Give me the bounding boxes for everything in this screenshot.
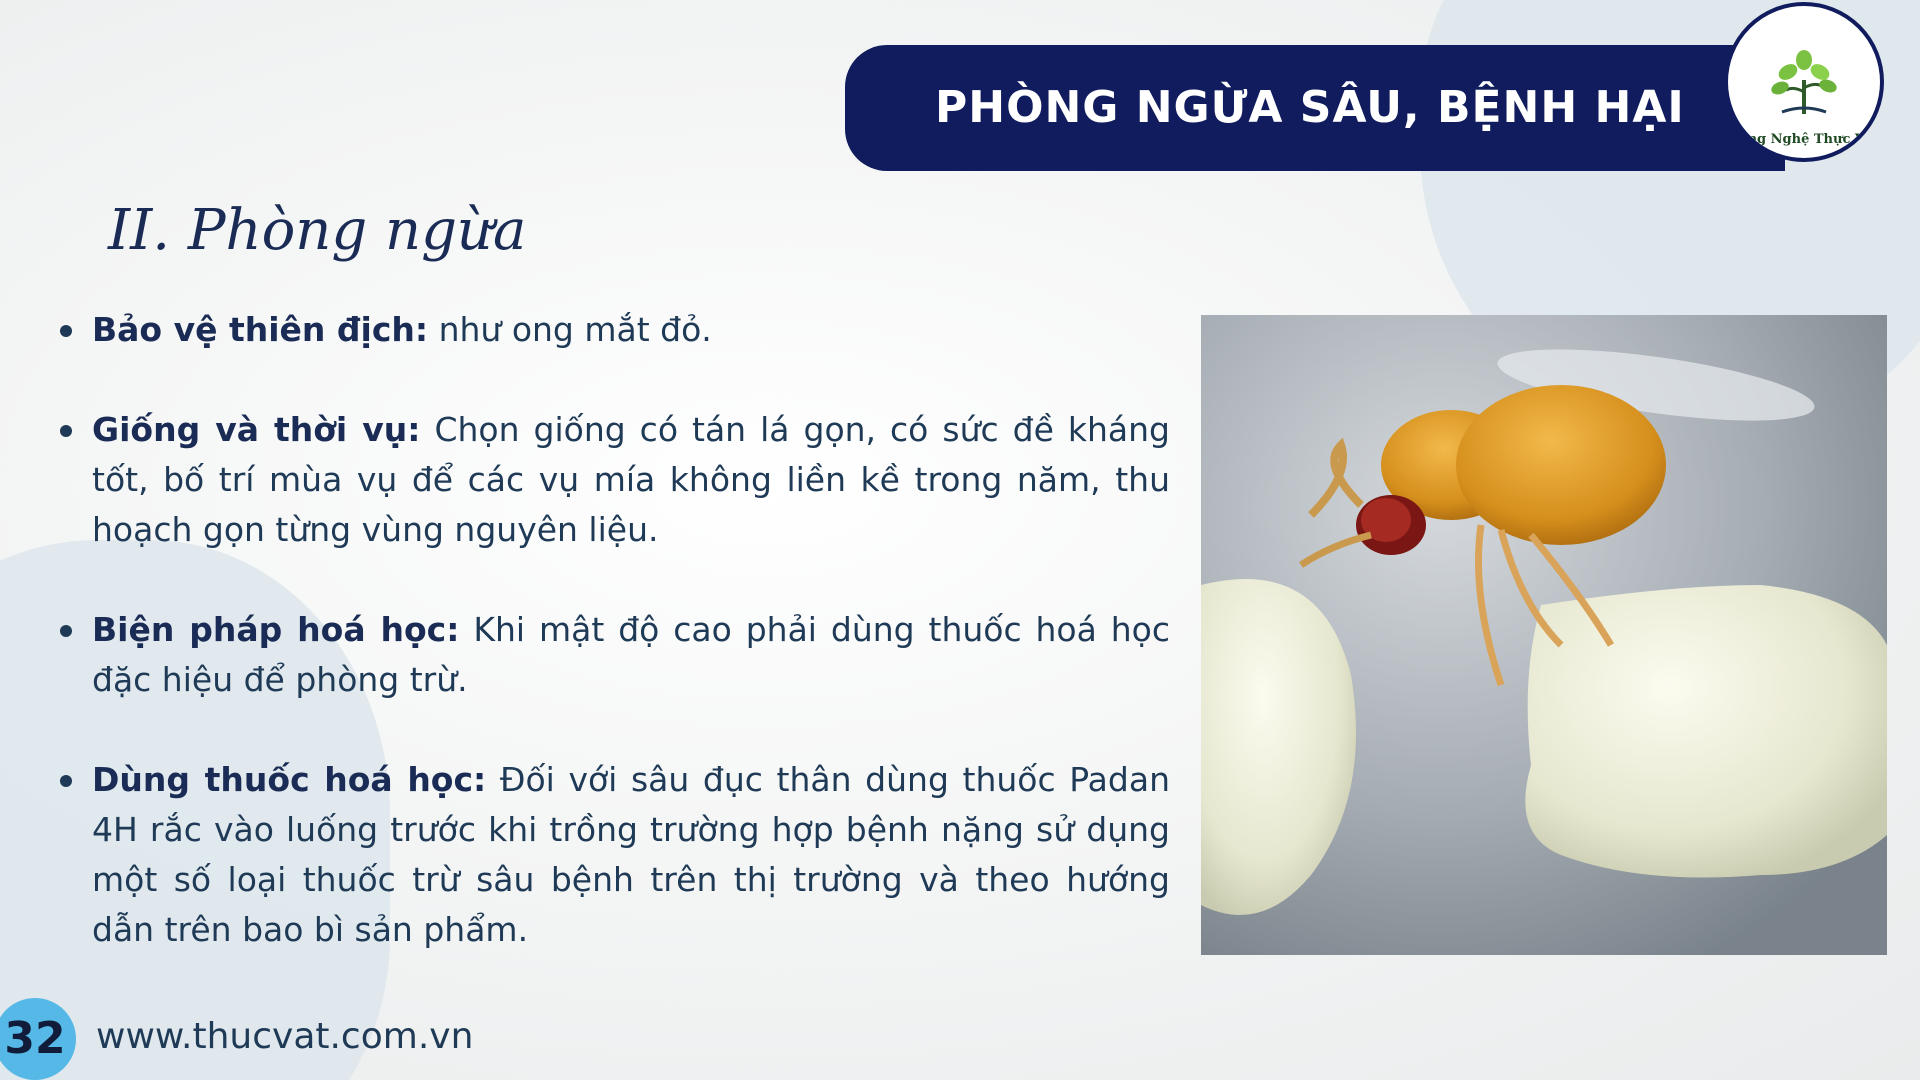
bullet-text: Khi mật độ cao phải dùng thuốc hoá học đặc hiệu để phòng trừ. (92, 610, 1170, 699)
bullet-list (60, 305, 1170, 1005)
footer-url: www.thucvat.com.vn (96, 1016, 474, 1057)
bullet-text: như ong mắt đỏ. (428, 310, 712, 349)
bullet-label: Giống và thời vụ: (92, 410, 421, 449)
wasp-illustration (1201, 315, 1887, 955)
logo-badge (1724, 2, 1884, 162)
bullet-label: Bảo vệ thiên địch: (92, 310, 429, 349)
header-title: PHÒNG NGỪA SÂU, BỆNH HẠI (935, 82, 1685, 133)
list-item (60, 305, 1170, 355)
tree-logo-icon (1764, 46, 1844, 116)
wasp-photo (1201, 315, 1887, 955)
list-item (60, 405, 1170, 555)
section-title: II. Phòng ngừa (108, 198, 527, 263)
bullet-dot-icon (60, 325, 72, 337)
list-item (60, 605, 1170, 705)
bullet-text: Chọn giống có tán lá gọn, có sức đề kháng tốt, bố trí mùa vụ để các vụ mía không liền kề trong năm, thu hoạch gọn từng vùng nguyên liệu. (92, 410, 1170, 549)
bullet-text: Đối với sâu đục thân dùng thuốc Padan 4H rắc vào luống trước khi trồng trường hợp bệnh nặng sử dụng một số loại thuốc trừ sâu bệnh trên thị trường và theo hướng dẫn trên bao bì sản phẩm. (92, 760, 1170, 949)
bullet-dot-icon (60, 775, 72, 787)
bullet-dot-icon (60, 425, 72, 437)
logo-text: Công Nghệ Thực Vật (1728, 132, 1880, 147)
bullet-label: Dùng thuốc hoá học: (92, 760, 487, 799)
bullet-label: Biện pháp hoá học: (92, 610, 460, 649)
list-item (60, 755, 1170, 955)
bullet-dot-icon (60, 625, 72, 637)
header-banner (845, 45, 1785, 171)
page-number: 32 (0, 998, 76, 1080)
